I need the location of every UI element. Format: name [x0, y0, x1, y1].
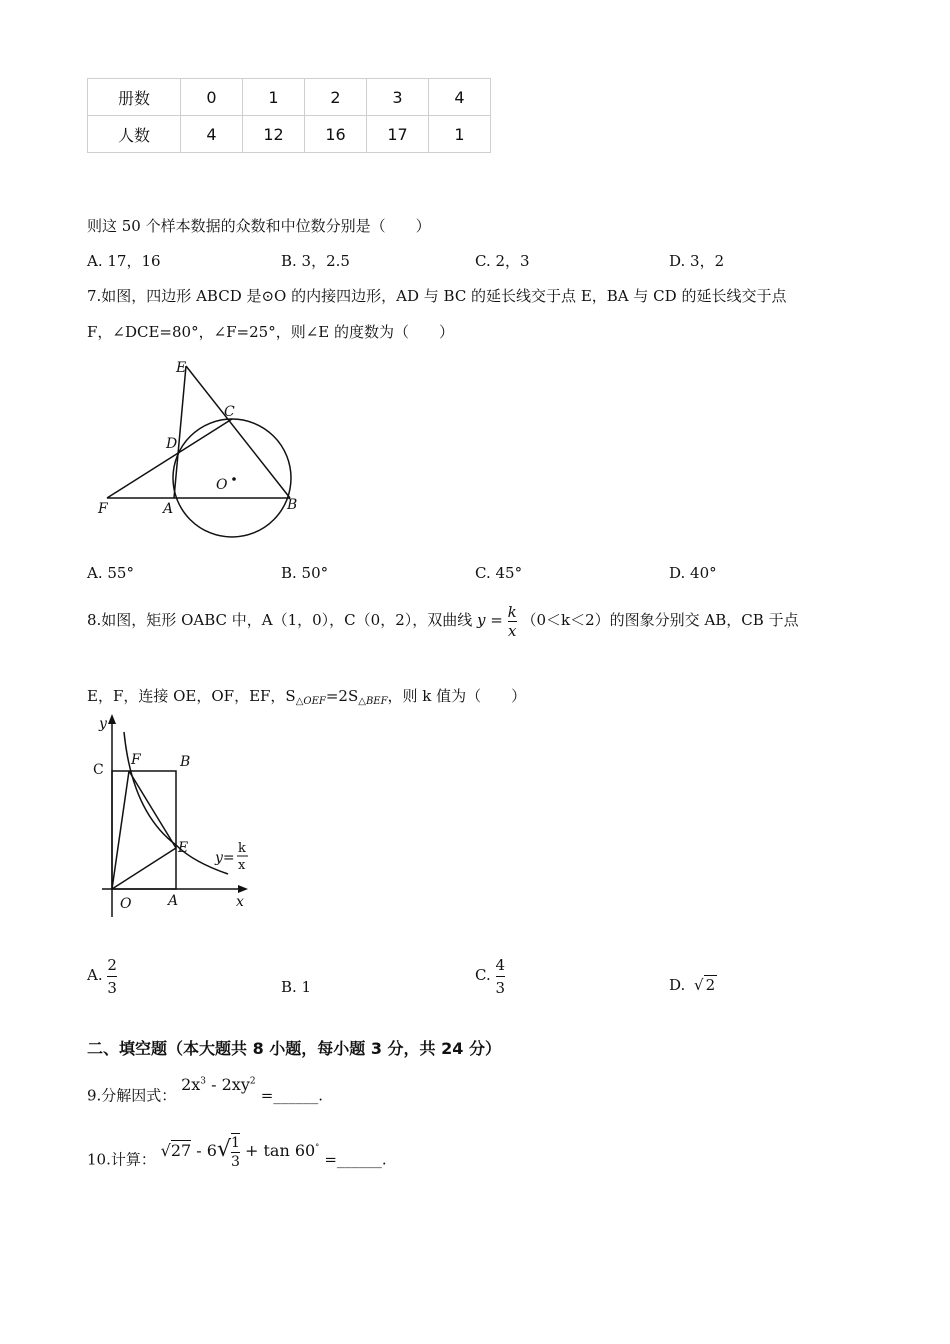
- q8-formula-num: k: [507, 602, 517, 621]
- label-y: y: [99, 716, 107, 732]
- frequency-table: [87, 78, 491, 153]
- q8-formula-den: x: [507, 621, 517, 640]
- table-cell: 1: [243, 79, 305, 116]
- table-cell: 2: [305, 79, 367, 116]
- q10-radicand1: 27: [170, 1141, 192, 1161]
- q10-expression: [160, 1134, 325, 1170]
- q8-option-a-prefix: A.: [87, 966, 103, 984]
- segment-of: [112, 771, 129, 889]
- q9-term1: 2x: [181, 1075, 201, 1095]
- table-cell: 12: [243, 116, 305, 153]
- label-curve: y=: [215, 850, 235, 866]
- x-axis-arrow: [238, 885, 248, 893]
- label-d: D: [166, 436, 178, 452]
- q8-option-d-prefix: D.: [669, 976, 686, 994]
- segment-ea: [174, 366, 186, 498]
- label-x: x: [236, 894, 244, 910]
- q8-text-a: 8.如图，矩形 OABC 中，A（1，0），C（0，2），双曲线: [87, 611, 473, 629]
- table-cell: 3: [367, 79, 429, 116]
- q10-mid: - 6: [191, 1141, 217, 1161]
- q8-option-c-num: 4: [495, 955, 506, 974]
- q8-option-d: [669, 976, 717, 994]
- label-f: F: [98, 501, 108, 517]
- q9-term2: - 2xy: [206, 1075, 250, 1095]
- q7-option-c: C. 45°: [475, 564, 523, 582]
- q10-fraction: [231, 1133, 240, 1171]
- q8-text-c: E，F，连接 OE，OF，EF，S: [87, 687, 296, 705]
- q8-option-b: B. 1: [281, 978, 312, 996]
- q6-option-a: A. 17，16: [87, 252, 161, 270]
- q9-prefix: 9.分解因式：: [87, 1086, 177, 1105]
- table-cell: 16: [305, 116, 367, 153]
- label-a: A: [168, 893, 179, 909]
- q10-line: [87, 1128, 387, 1184]
- q8-hyperbola-figure: [88, 712, 258, 922]
- q8-text-e: ，则 k 值为（ ）: [387, 687, 527, 705]
- label-e: E: [176, 360, 187, 376]
- table-cell: 0: [181, 79, 243, 116]
- q8-option-c-fraction: [496, 954, 506, 999]
- q8-option-a-den: 3: [107, 976, 117, 999]
- q8-option-a-num: 2: [107, 955, 117, 974]
- q7-stem-line1: 7.如图，四边形 ABCD 是⊙O 的内接四边形，AD 与 BC 的延长线交于点 E，BA 与 CD 的延长线交于点: [87, 287, 787, 305]
- label-b: B: [180, 754, 191, 770]
- label-b: B: [287, 497, 298, 513]
- table-row-label: 人数: [88, 116, 181, 153]
- label-xden: x: [238, 858, 246, 873]
- q10-den: 3: [231, 1153, 240, 1170]
- q8-text-b: （0＜k＜2）的图象分别交 AB，CB 于点: [521, 611, 799, 629]
- q7-option-b: B. 50°: [281, 564, 329, 582]
- table-cell: 4: [429, 79, 491, 116]
- q8-formula-lhs: y =: [477, 611, 503, 629]
- q7-circle-figure: [90, 352, 310, 544]
- q10-blank: =______.: [324, 1150, 387, 1169]
- q9-line: [87, 1072, 324, 1105]
- segment-eb: [186, 366, 290, 498]
- label-a: A: [163, 501, 174, 517]
- sqrt-icon: √: [216, 1137, 231, 1163]
- segment-ef: [129, 771, 176, 848]
- q8-sub-bef: △BEF: [358, 696, 388, 707]
- q8-option-a-fraction: [107, 954, 117, 999]
- q6-stem: 则这 50 个样本数据的众数和中位数分别是（ ）: [87, 217, 431, 235]
- q8-option-c: [475, 952, 505, 998]
- q7-option-d: D. 40°: [669, 564, 717, 582]
- q10-prefix: 10.计算：: [87, 1150, 156, 1169]
- q9-expression: [181, 1075, 261, 1094]
- q6-option-d: D. 3，2: [669, 252, 725, 270]
- segment-fc: [107, 419, 232, 498]
- label-c: C: [93, 762, 104, 778]
- y-axis-arrow: [108, 714, 116, 724]
- rectangle-oabc: [112, 771, 176, 889]
- table-row: [88, 116, 491, 153]
- q7-stem-line2: F，∠DCE=80°，∠F=25°，则∠E 的度数为（ ）: [87, 323, 455, 341]
- segment-oe: [112, 848, 176, 889]
- q10-num: 1: [231, 1134, 240, 1151]
- q7-option-a: A. 55°: [87, 564, 134, 582]
- table-cell: 4: [181, 116, 243, 153]
- label-e: E: [178, 840, 189, 856]
- center-dot: [232, 477, 236, 481]
- q9-exp1: 3: [200, 1077, 207, 1087]
- q8-option-d-radicand: 2: [705, 976, 716, 994]
- label-k: k: [238, 841, 246, 856]
- q8-option-c-prefix: C.: [475, 966, 491, 984]
- q9-blank: =______.: [260, 1086, 324, 1105]
- q10-tail: + tan 60: [239, 1141, 316, 1161]
- sqrt-icon: √: [694, 976, 704, 994]
- sqrt-icon: √: [160, 1141, 171, 1161]
- table-cell: 1: [429, 116, 491, 153]
- label-c: C: [224, 404, 235, 420]
- label-f: F: [131, 752, 141, 768]
- q8-text-d: =2S: [325, 687, 359, 705]
- q8-formula-fraction: [508, 603, 517, 640]
- q8-stem-line1: [87, 600, 799, 640]
- table-header-label: 册数: [88, 79, 181, 116]
- q8-option-a: [87, 952, 117, 998]
- table-row: [88, 79, 491, 116]
- table-cell: 17: [367, 116, 429, 153]
- q6-option-c: C. 2，3: [475, 252, 530, 270]
- label-o: O: [120, 896, 132, 912]
- q10-degree: °: [315, 1143, 320, 1152]
- section-title: 二、填空题（本大题共 8 小题，每小题 3 分，共 24 分）: [87, 1039, 501, 1058]
- q6-option-b: B. 3，2.5: [281, 252, 350, 270]
- label-o: O: [216, 477, 228, 493]
- q9-exp2: 2: [249, 1077, 256, 1087]
- q8-option-c-den: 3: [496, 976, 506, 999]
- q8-stem-line2: [87, 685, 526, 707]
- q8-sub-oef: △OEF: [295, 696, 326, 707]
